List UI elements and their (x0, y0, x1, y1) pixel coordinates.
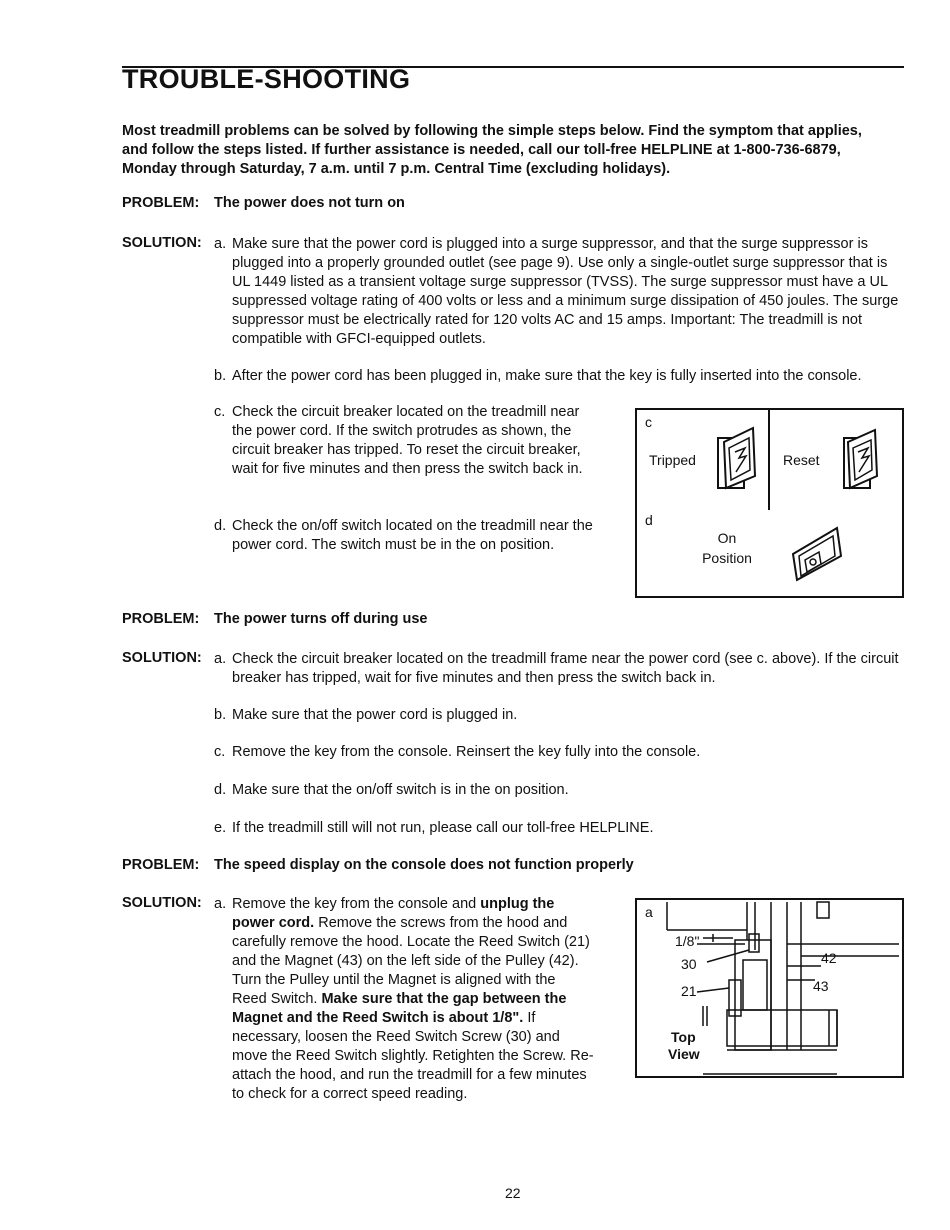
item-text-bold: Make sure that the gap between the Magnet and the Reed Switch is about 1/8". (232, 991, 567, 1026)
item-letter: a. (214, 896, 227, 912)
solution-label: SOLUTION: (122, 895, 202, 911)
item-letter: b. (214, 707, 227, 723)
solution-item (214, 743, 904, 762)
solution-label: SOLUTION: (122, 650, 202, 666)
item-letter: a. (214, 236, 227, 252)
figure-onoff-switch (635, 510, 904, 598)
problem-heading (122, 195, 405, 211)
solution-item (214, 819, 904, 838)
problem-label: PROBLEM: (122, 857, 200, 873)
solution-item (214, 650, 904, 688)
item-text: Make sure that the on/off switch is in the on position. (232, 782, 569, 798)
switch-on-icon (789, 522, 847, 584)
solution-item (214, 235, 904, 349)
problem-text: The power does not turn on (214, 195, 405, 211)
problem-heading (122, 611, 427, 627)
item-text: Check the circuit breaker located on the treadmill near the power cord. If the switch protrudes as shown, the circuit breaker has tripped. To reset the circuit breaker, wait for five minutes and then press the switch back in. (232, 404, 583, 477)
solution-item (214, 517, 594, 555)
item-text (232, 895, 594, 1104)
item-text: If the treadmill still will not run, please call our toll-free HELPLINE. (232, 820, 654, 836)
item-text: Check the circuit breaker located on the treadmill frame near the power cord (see c. above). If the circuit breaker has tripped, wait for five minutes and then press the switch back in. (232, 651, 899, 686)
part-21-label: 21 (681, 983, 697, 999)
item-letter: d. (214, 782, 227, 798)
item-letter: c. (214, 744, 226, 760)
item-text-part: If necessary, loosen the Reed Switch Screw (30) and move the Reed Switch slightly. Retighten the Screw. Re-attach the hood, and run the treadmill for a few minutes to check for a correct speed reading. (232, 1010, 594, 1102)
problem-heading (122, 857, 634, 873)
figure-reed-switch (635, 898, 904, 1078)
reset-label: Reset (783, 452, 820, 468)
item-text: After the power cord has been plugged in, make sure that the key is fully inserted into the console. (232, 368, 862, 384)
item-letter: e. (214, 820, 227, 836)
part-30-label: 30 (681, 956, 697, 972)
solution-label: SOLUTION: (122, 235, 202, 251)
item-letter: d. (214, 518, 227, 534)
figure-letter: d (645, 512, 653, 528)
breaker-reset-icon (841, 428, 885, 494)
gap-label: 1/8" (675, 933, 700, 949)
breaker-tripped-icon (715, 424, 761, 496)
page-number: 22 (505, 1185, 521, 1201)
solution-item (214, 367, 904, 386)
item-text: Check the on/off switch located on the treadmill near the power cord. The switch must be in the on position. (232, 518, 593, 553)
problem-text: The speed display on the console does not function properly (214, 857, 634, 873)
solution-item (214, 781, 904, 800)
item-text-part: Remove the key from the console and (232, 896, 481, 912)
item-letter: a. (214, 651, 227, 667)
part-42-label: 42 (821, 950, 837, 966)
item-text-bold: unplug the power cord. (232, 896, 555, 931)
intro-paragraph: Most treadmill problems can be solved by following the simple steps below. Find the symptom that applies, and follow the steps listed. If further assistance is needed, call our toll-free HELPLINE at 1-800-736-6879, Monday through Saturday, 7 a.m. until 7 p.m. Central Time (excluding holidays). (122, 123, 862, 177)
top-label: Top (671, 1029, 696, 1045)
figure-letter: c (645, 414, 652, 430)
item-text: Remove the key from the console. Reinsert the key fully into the console. (232, 744, 701, 760)
page-title: TROUBLE-SHOOTING (122, 64, 411, 94)
problem-label: PROBLEM: (122, 195, 200, 211)
item-text-part: Remove the screws from the hood and carefully remove the hood. Locate the Reed Switch (21) and the Magnet (43) on the left side of the Pulley (42). Turn the Pulley until the Magnet is aligned with the Reed Switch. (232, 915, 590, 1007)
part-43-label: 43 (813, 978, 829, 994)
on-label: On (717, 530, 737, 546)
position-label: Position (702, 550, 752, 566)
figure-circuit-breaker (635, 408, 904, 514)
solution-item (214, 706, 904, 725)
view-label: View (668, 1046, 700, 1062)
solution-item (214, 895, 594, 1104)
problem-text: The power turns off during use (214, 611, 428, 627)
item-text: Make sure that the power cord is plugged in. (232, 707, 518, 723)
title-rule (122, 66, 904, 68)
item-letter: c. (214, 404, 226, 420)
tripped-label: Tripped (649, 452, 696, 468)
item-letter: b. (214, 368, 227, 384)
item-text: Make sure that the power cord is plugged into a surge suppressor, and that the surge suppressor is plugged into a properly grounded outlet (see page 9). Use only a single-outlet surge suppressor that is UL 1449 listed as a transient voltage surge suppressor (TVSS). The surge suppressor must have a UL suppressed voltage rating of 400 volts or less and a minimum surge dissipation of 450 joules. The surge suppressor must be electrically rated for 120 volts AC and 15 amps. Important: The treadmill is not compatible with GFCI-equipped outlets. (232, 236, 899, 347)
problem-label: PROBLEM: (122, 611, 200, 627)
figure-letter: a (645, 904, 653, 920)
figure-divider (768, 410, 770, 512)
solution-item (214, 403, 594, 479)
